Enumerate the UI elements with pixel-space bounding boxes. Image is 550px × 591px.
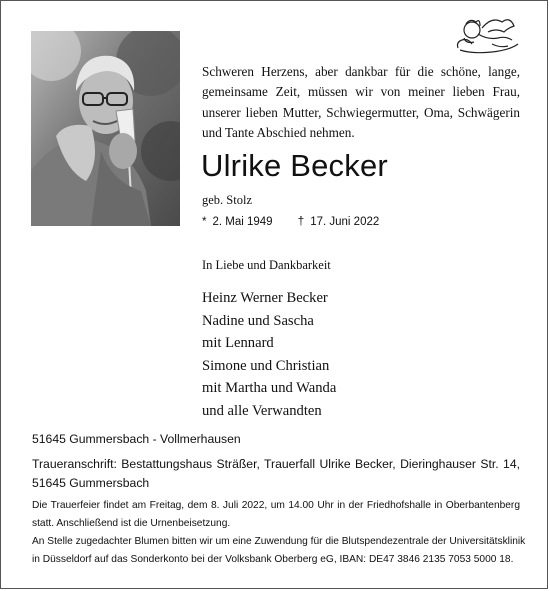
place-line: 51645 Gummersbach - Vollmerhausen bbox=[32, 432, 241, 446]
born-date: 2. Mai 1949 bbox=[212, 216, 273, 228]
intro-text bbox=[202, 62, 520, 144]
funeral-line: statt. Anschließend ist die Urnenbeisetzung. bbox=[32, 517, 231, 529]
intro-line: und Tante Abschied nehmen. bbox=[202, 125, 355, 141]
family-list bbox=[202, 287, 336, 422]
intro-line: unserer lieben Mutter, Schwiegermutter, Oma, Schwägerin bbox=[202, 104, 520, 120]
donation-info bbox=[32, 533, 526, 568]
funeral-line: Die Trauerfeier findet am Freitag, dem 8. Juli 2022, um 14.00 Uhr in der Friedhofshalle in Oberbantenberg bbox=[32, 500, 520, 511]
address-line: 51645 Gummersbach bbox=[32, 475, 150, 490]
gratitude-line: In Liebe und Dankbarkeit bbox=[202, 258, 331, 272]
intro-line: Schweren Herzens, aber dankbar für die schöne, lange, bbox=[202, 64, 520, 79]
portrait-photo bbox=[31, 31, 180, 226]
funeral-info bbox=[32, 497, 520, 532]
intro-line: gemeinsame Zeit, müssen wir von meiner lieben Frau, bbox=[202, 84, 520, 100]
family-member: mit Lennard bbox=[202, 335, 274, 351]
life-dates bbox=[202, 216, 379, 228]
family-member: Heinz Werner Becker bbox=[202, 290, 328, 306]
born-symbol: * bbox=[202, 216, 207, 228]
angel-icon bbox=[452, 14, 522, 58]
donation-line: An Stelle zugedachter Blumen bitten wir um eine Zuwendung für die Blutspendezentrale der Universitätsklinik bbox=[32, 536, 526, 547]
birth-name: geb. Stolz bbox=[202, 193, 252, 207]
family-member: Simone und Christian bbox=[202, 357, 330, 374]
family-member: und alle Verwandten bbox=[202, 402, 322, 419]
address-line: Traueranschrift: Bestattungshaus Sträßer, Trauerfall Ulrike Becker, Dieringhauser Str. 14, bbox=[32, 457, 520, 471]
mourning-address bbox=[32, 455, 520, 492]
family-member: Nadine und Sascha bbox=[202, 312, 314, 329]
donation-line: in Düsseldorf auf das Sonderkonto bei der Volksbank Oberberg eG, IBAN: DE47 3846 2135 7053 5000 18. bbox=[32, 553, 514, 565]
died-symbol: † bbox=[297, 216, 305, 228]
deceased-name: Ulrike Becker bbox=[201, 148, 388, 183]
family-member: mit Martha und Wanda bbox=[202, 380, 337, 396]
died-date: 17. Juni 2022 bbox=[310, 216, 380, 228]
